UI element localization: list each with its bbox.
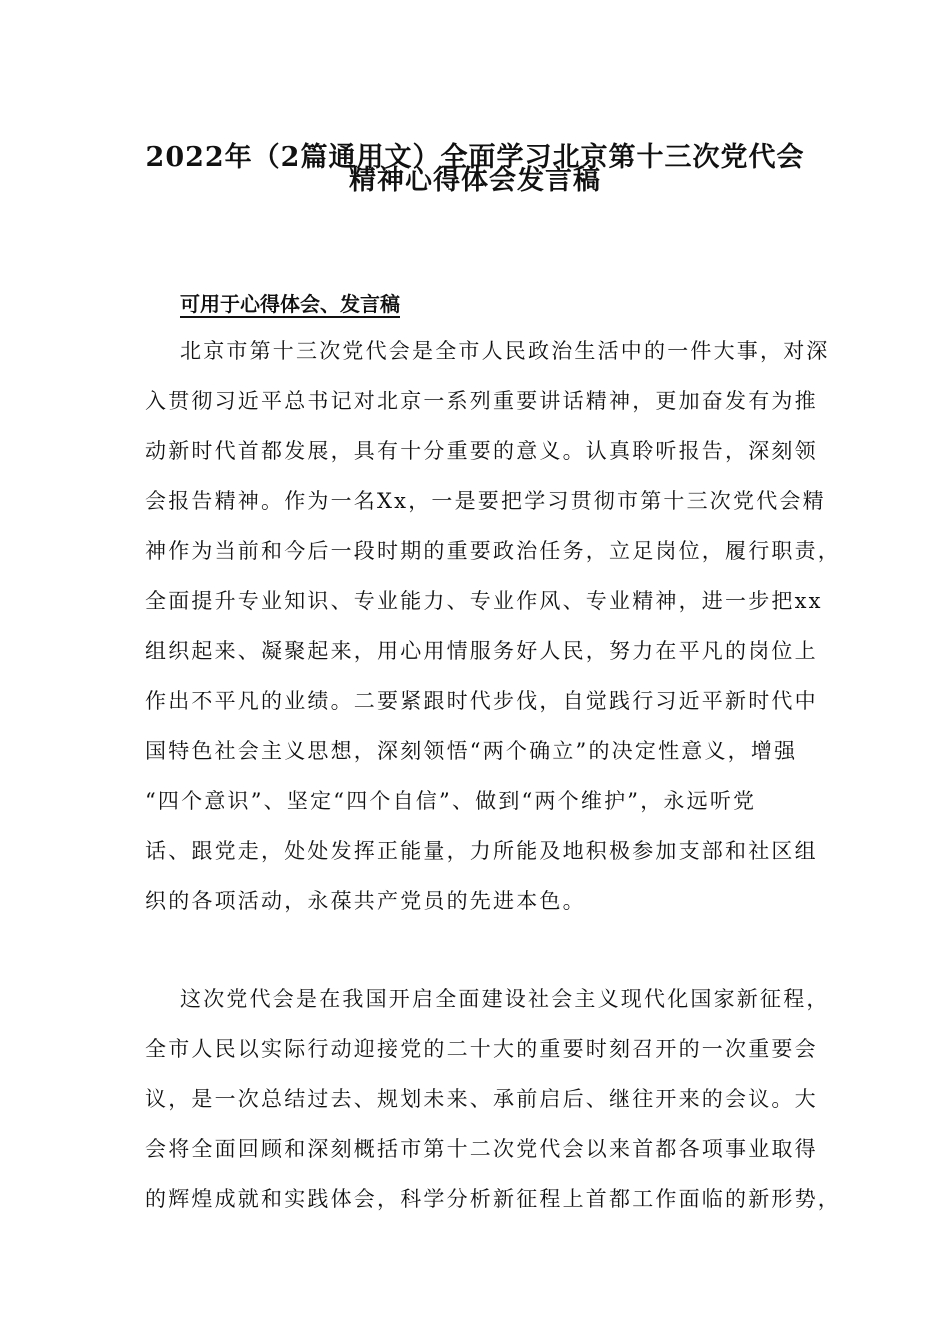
paragraph-2-line: 议，是一次总结过去、规划未来、承前启后、继往开来的会议。大 [145,1087,818,1111]
paragraph-2-line: 这次党代会是在我国开启全面建设社会主义现代化国家新征程， [180,987,830,1011]
paragraph-2-line: 会将全面回顾和深刻概括市第十二次党代会以来首都各项事业取得 [145,1137,818,1161]
paragraph-1-line: 会报告精神。作为一名Xx，一是要把学习贯彻市第十三次党代会精 [145,489,826,513]
document-subtitle: 可用于心得体会、发言稿 [180,292,400,316]
paragraph-1-line: 北京市第十三次党代会是全市人民政治生活中的一件大事，对深 [180,339,830,363]
paragraph-1-line: 话、跟党走，处处发挥正能量，力所能及地积极参加支部和社区组 [145,839,818,863]
document-title-line-1: 2022年（2篇通用文）全面学习北京第十三次党代会 [145,142,805,173]
paragraph-1-line: 入贯彻习近平总书记对北京一系列重要讲话精神，更加奋发有为推 [145,389,818,413]
paragraph-1-line: “四个意识”、坚定“四个自信”、做到“两个维护”，永远听党 [145,789,757,813]
document-title-line-2: 精神心得体会发言稿 [349,165,601,196]
paragraph-2-line: 的辉煌成就和实践体会，科学分析新征程上首都工作面临的新形势， [145,1187,841,1211]
paragraph-1-line: 全面提升专业知识、专业能力、专业作风、专业精神，进一步把xx [145,589,823,613]
paragraph-1-line: 动新时代首都发展，具有十分重要的意义。认真聆听报告，深刻领 [145,439,818,463]
paragraph-2-line: 全市人民以实际行动迎接党的二十大的重要时刻召开的一次重要会 [145,1037,818,1061]
paragraph-1-line: 神作为当前和今后一段时期的重要政治任务，立足岗位，履行职责， [145,539,841,563]
paragraph-1-line: 组织起来、凝聚起来，用心用情服务好人民，努力在平凡的岗位上 [145,639,818,663]
paragraph-1-line: 作出不平凡的业绩。二要紧跟时代步伐，自觉践行习近平新时代中 [145,689,818,713]
paragraph-1-line: 织的各项活动，永葆共产党员的先进本色。 [145,889,586,913]
paragraph-1-line: 国特色社会主义思想，深刻领悟“两个确立”的决定性意义，增强 [145,739,798,763]
